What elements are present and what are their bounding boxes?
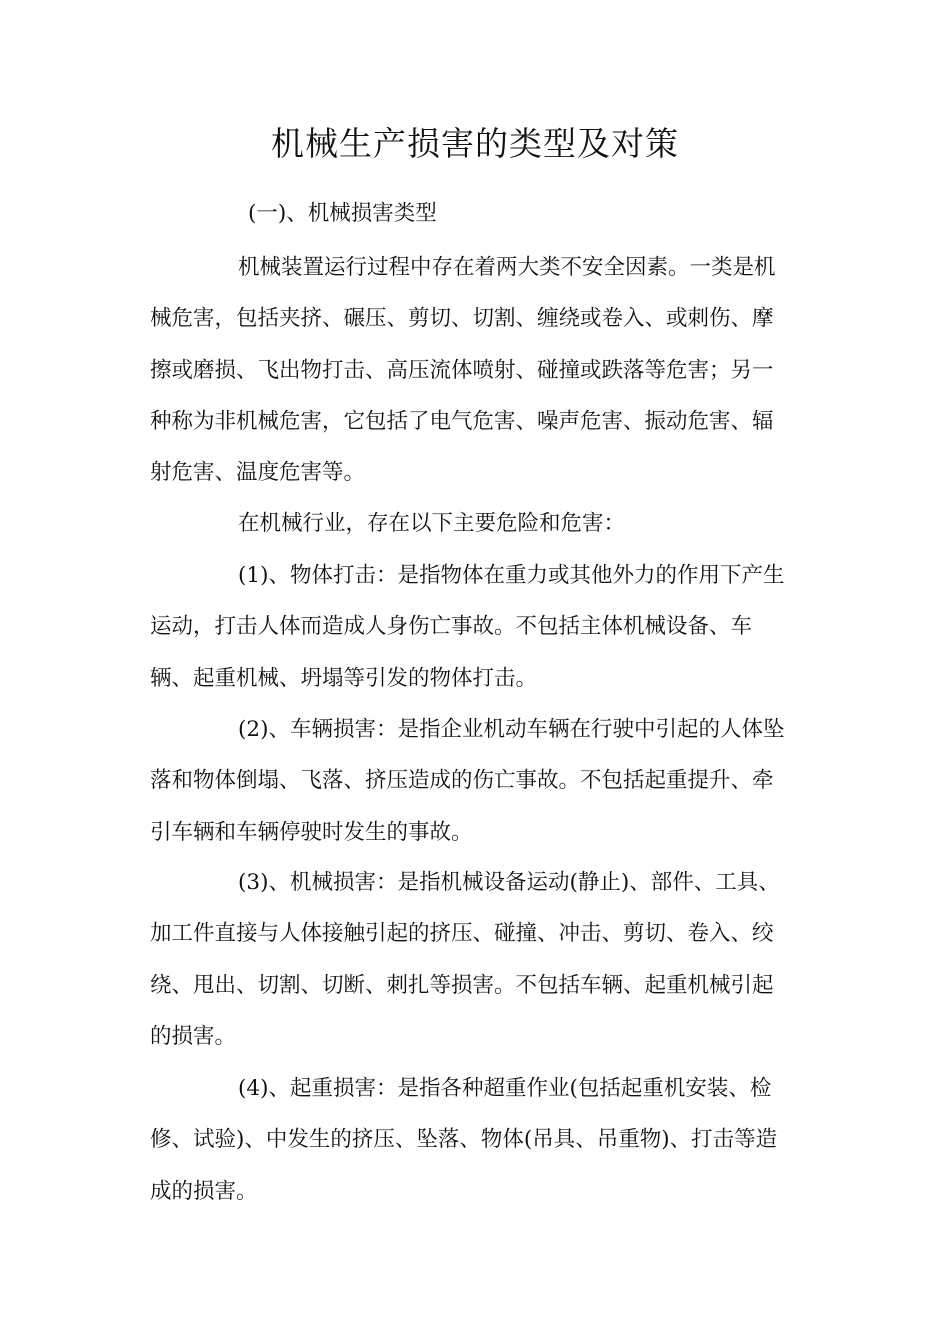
paragraph-line: (1)、物体打击：是指物体在重力或其他外力的作用下产生 bbox=[238, 563, 785, 588]
paragraph-line: 擦或磨损、飞出物打击、高压流体喷射、碰撞或跌落等危害；另一 bbox=[150, 357, 774, 383]
paragraph-line: 运动，打击人体而造成人身伤亡事故。不包括主体机械设备、车 bbox=[150, 614, 753, 640]
paragraph-line: 落和物体倒塌、飞落、挤压造成的伤亡事故。不包括起重提升、牵 bbox=[150, 768, 774, 794]
paragraph-line: (2)、车辆损害：是指企业机动车辆在行驶中引起的人体坠 bbox=[238, 717, 785, 742]
section-heading: (一)、机械损害类型 bbox=[248, 201, 437, 226]
paragraph-line: 成的损害。 bbox=[150, 1178, 258, 1204]
paragraph-line: 械危害，包括夹挤、碾压、剪切、切割、缠绕或卷入、或刺伤、摩 bbox=[150, 306, 774, 332]
paragraph-vehicle-injury bbox=[150, 704, 810, 858]
paragraph-line: 在机械行业，存在以下主要危险和危害： bbox=[238, 511, 626, 536]
paragraph-line: (3)、机械损害：是指机械设备运动(静止)、部件、工具、 bbox=[238, 870, 780, 895]
paragraph-lifting-injury bbox=[150, 1063, 810, 1217]
paragraph-line: 绕、甩出、切割、切断、刺扎等损害。不包括车辆、起重机械引起 bbox=[150, 972, 774, 998]
paragraph-hazard-intro bbox=[150, 242, 810, 498]
paragraph-line: 射危害、温度危害等。 bbox=[150, 460, 366, 486]
document-title: 机械生产损害的类型及对策 bbox=[271, 124, 679, 163]
paragraph-line: (4)、起重损害：是指各种超重作业(包括起重机安装、检 bbox=[238, 1076, 772, 1101]
paragraph-line: 辆、起重机械、坍塌等引发的物体打击。 bbox=[150, 665, 538, 691]
paragraph-line: 修、试验)、中发生的挤压、坠落、物体(吊具、吊重物)、打击等造 bbox=[150, 1127, 778, 1153]
paragraph-line: 加工件直接与人体接触引起的挤压、碰撞、冲击、剪切、卷入、绞 bbox=[150, 921, 774, 947]
paragraph-line: 引车辆和车辆停驶时发生的事故。 bbox=[150, 819, 473, 845]
paragraph-industry-hazards bbox=[150, 498, 810, 549]
paragraph-line: 机械装置运行过程中存在着两大类不安全因素。一类是机 bbox=[238, 255, 776, 280]
paragraph-object-strike bbox=[150, 550, 810, 704]
paragraph-machinery-injury bbox=[150, 857, 810, 1062]
paragraph-line: 的损害。 bbox=[150, 1023, 237, 1049]
paragraph-line: 种称为非机械危害，它包括了电气危害、噪声危害、振动危害、辐 bbox=[150, 408, 774, 434]
